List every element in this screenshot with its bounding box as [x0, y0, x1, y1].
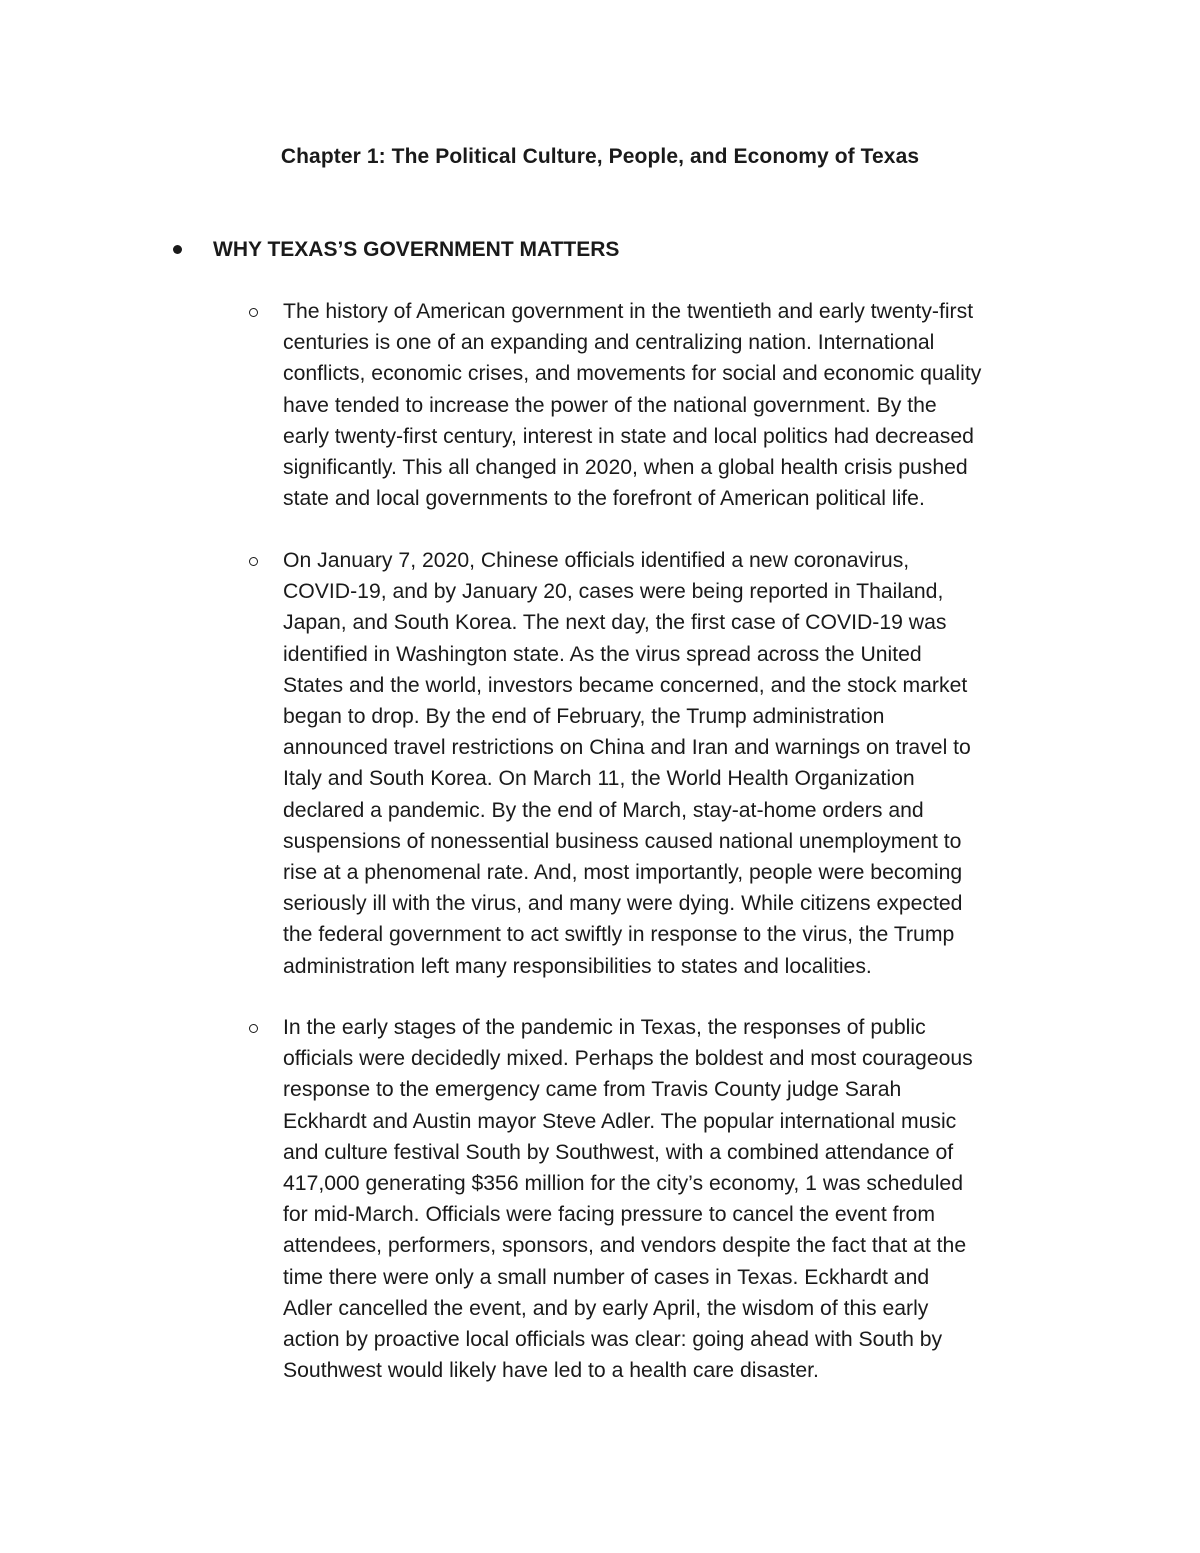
paragraph-text: The history of American government in the twentieth and early twenty-first centuries is one of an expanding and centralizing nation. International conflicts, economic crises, and movements for social and economic quality have tended to increase the power of the national government. By the early twenty-first century, interest in state and local politics had decreased significantly. This all changed in 2020, when a global health crisis pushed state and local governments to the forefront of American political life.	[283, 300, 982, 511]
filled-bullet-icon	[173, 245, 182, 254]
paragraph-text: In the early stages of the pandemic in Texas, the responses of public officials were decidedly mixed. Perhaps the boldest and most courageous response to the emergency came from Travis County judge Sarah Eckhardt and Austin mayor Steve Adler. The popular international music and culture festival South by Southwest, with a combined attendance of 417,000 generating $356 million for the city’s economy, 1 was scheduled for mid-March. Officials were facing pressure to cancel the event from attendees, performers, sponsors, and vendors despite the fact that at the time there were only a small number of cases in Texas. Eckhardt and Adler cancelled the event, and by early April, the wisdom of this early action by proactive local officials was clear: going ahead with South by Southwest would likely have led to a health care disaster.	[283, 1016, 973, 1383]
paragraph-text: On January 7, 2020, Chinese officials identified a new coronavirus, COVID-19, and by January 20, cases were being reported in Thailand, Japan, and South Korea. The next day, the first case of COVID-19 was identified in Washington state. As the virus spread across the United States and the world, investors became concerned, and the stock market began to drop. By the end of February, the Trump administration announced travel restrictions on China and Iran and warnings on travel to Italy and South Korea. On March 11, the World Health Organization declared a pandemic. By the end of March, stay-at-home orders and suspensions of nonessential business caused national unemployment to rise at a phenomenal rate. And, most importantly, people were becoming seriously ill with the virus, and many were dying. While citizens expected the federal government to act swiftly in response to the virus, the Trump administration left many responsibilities to states and localities.	[283, 549, 971, 978]
hollow-bullet-icon	[249, 557, 258, 566]
hollow-bullet-icon	[249, 308, 258, 317]
section-heading: WHY TEXAS’S GOVERNMENT MATTERS	[213, 238, 620, 261]
chapter-title: Chapter 1: The Political Culture, People, and Economy of Texas	[280, 145, 920, 168]
hollow-bullet-icon	[249, 1024, 258, 1033]
